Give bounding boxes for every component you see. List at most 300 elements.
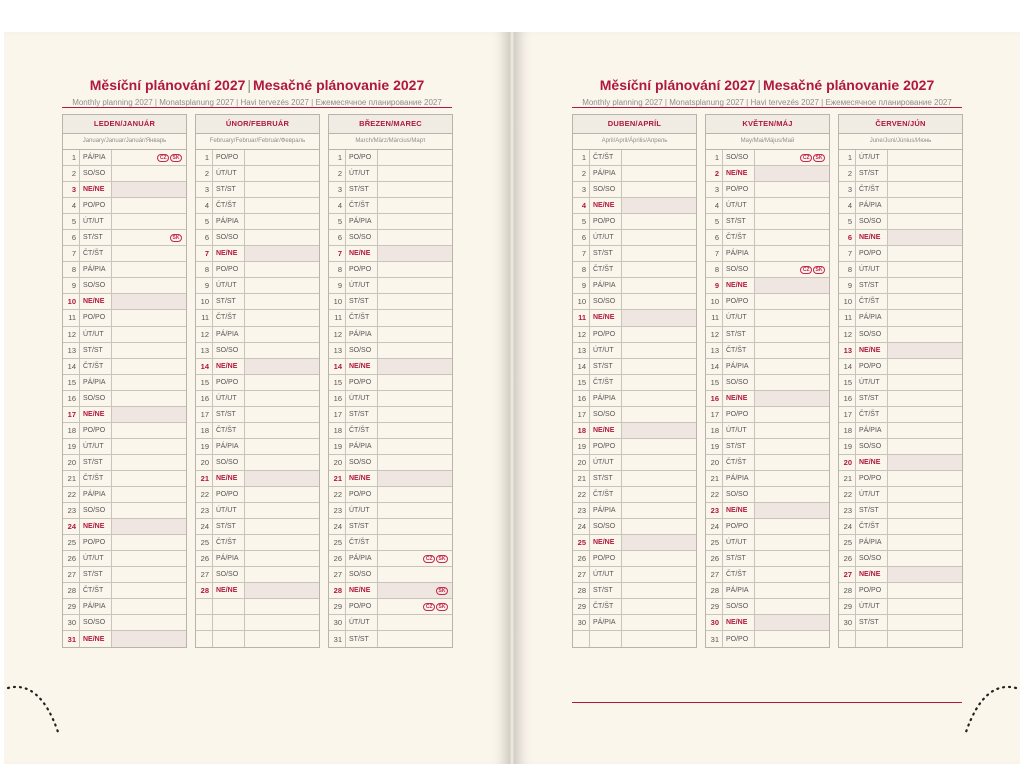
note-cell[interactable]	[377, 166, 452, 181]
note-cell[interactable]	[111, 359, 186, 374]
note-cell[interactable]	[621, 631, 696, 647]
weekday-label: ÚT/UT	[345, 166, 377, 181]
note-cell[interactable]	[377, 487, 452, 502]
note-cell[interactable]	[244, 567, 319, 582]
note-cell[interactable]	[244, 455, 319, 470]
note-cell[interactable]	[621, 262, 696, 277]
day-number: 9	[847, 281, 852, 291]
note-cell[interactable]	[621, 294, 696, 309]
note-cell[interactable]	[887, 567, 962, 582]
day-row	[573, 599, 696, 615]
note-cell[interactable]	[377, 471, 452, 486]
weekday-label	[212, 631, 244, 647]
weekday-label: ÚT/UT	[589, 567, 621, 582]
note-cell[interactable]	[754, 246, 829, 261]
note-cell[interactable]	[377, 503, 452, 518]
note-cell[interactable]	[887, 423, 962, 438]
note-cell[interactable]	[621, 455, 696, 470]
note-cell[interactable]	[111, 535, 186, 550]
weekday-label: PO/PO	[212, 487, 244, 502]
day-row	[329, 471, 452, 487]
day-row	[329, 182, 452, 198]
note-cell[interactable]	[754, 214, 829, 229]
note-cell[interactable]	[887, 327, 962, 342]
note-cell[interactable]	[244, 407, 319, 422]
note-cell[interactable]	[377, 567, 452, 582]
note-cell[interactable]	[377, 375, 452, 390]
weekday-label: ST/ST	[855, 391, 887, 406]
note-cell[interactable]	[377, 439, 452, 454]
day-number: 22	[710, 490, 719, 499]
note-cell[interactable]	[377, 455, 452, 470]
note-cell[interactable]	[377, 423, 452, 438]
note-cell[interactable]	[111, 375, 186, 390]
note-cell[interactable]	[244, 535, 319, 550]
note-cell[interactable]	[111, 503, 186, 518]
note-cell[interactable]	[377, 327, 452, 342]
note-cell[interactable]	[244, 182, 319, 197]
note-cell[interactable]	[111, 487, 186, 502]
note-cell[interactable]	[754, 343, 829, 358]
note-cell[interactable]	[111, 214, 186, 229]
note-cell[interactable]	[244, 583, 319, 598]
note-cell[interactable]	[887, 375, 962, 390]
note-cell[interactable]	[244, 599, 319, 614]
note-cell[interactable]	[754, 150, 829, 165]
note-cell[interactable]	[621, 150, 696, 165]
right-subtitle: Monthly planning 2027 | Monatsplanung 2027 | Havi tervezés 2027 | Ежемесячное планирование 2027	[582, 98, 952, 107]
day-number: 27	[67, 570, 76, 580]
note-cell[interactable]	[111, 391, 186, 406]
day-row	[573, 615, 696, 631]
note-cell[interactable]	[621, 198, 696, 213]
day-number: 2	[71, 169, 76, 179]
note-cell[interactable]	[621, 567, 696, 582]
note-cell[interactable]	[111, 278, 186, 293]
weekday-label: ST/ST	[79, 230, 111, 245]
weekday-label: ÚT/UT	[345, 391, 377, 406]
note-cell[interactable]	[754, 599, 829, 614]
day-row	[573, 487, 696, 503]
holiday-sk-icon: SK	[813, 266, 825, 274]
right-header	[572, 76, 962, 109]
weekday-label: ČT/ŠT	[855, 182, 887, 197]
note-cell[interactable]	[377, 535, 452, 550]
note-cell[interactable]	[887, 198, 962, 213]
note-cell[interactable]	[244, 519, 319, 534]
note-cell[interactable]	[111, 423, 186, 438]
weekday-label: ÚT/UT	[212, 278, 244, 293]
day-number: 3	[337, 185, 342, 195]
note-cell[interactable]	[754, 198, 829, 213]
note-cell[interactable]	[621, 246, 696, 261]
day-row	[196, 423, 319, 439]
note-cell[interactable]	[377, 278, 452, 293]
note-cell[interactable]	[887, 294, 962, 309]
day-row	[63, 487, 186, 503]
note-cell[interactable]	[621, 310, 696, 325]
month-translations: January/Januar/Január/Январь	[63, 134, 186, 150]
note-cell[interactable]	[111, 343, 186, 358]
day-row	[329, 375, 452, 391]
day-row	[573, 262, 696, 278]
note-cell[interactable]	[887, 343, 962, 358]
day-row	[573, 535, 696, 551]
note-cell[interactable]	[377, 599, 452, 614]
holiday-sk-icon: SK	[436, 555, 448, 563]
day-row	[196, 455, 319, 471]
day-number: 19	[843, 441, 852, 451]
note-cell[interactable]	[754, 519, 829, 534]
note-cell[interactable]	[377, 310, 452, 325]
note-cell[interactable]	[621, 471, 696, 486]
note-cell[interactable]	[754, 471, 829, 486]
note-cell[interactable]	[621, 503, 696, 518]
weekday-label: ST/ST	[589, 359, 621, 374]
note-cell[interactable]	[377, 198, 452, 213]
note-cell[interactable]	[111, 583, 186, 598]
note-cell[interactable]	[754, 375, 829, 390]
note-cell[interactable]	[887, 455, 962, 470]
note-cell[interactable]	[377, 150, 452, 165]
note-cell[interactable]	[887, 230, 962, 245]
note-cell[interactable]	[111, 166, 186, 181]
note-cell[interactable]	[244, 551, 319, 566]
note-cell[interactable]	[754, 310, 829, 325]
note-cell[interactable]	[244, 343, 319, 358]
right-title-cz: Měsíční plánování 2027	[599, 77, 756, 93]
note-cell[interactable]	[754, 327, 829, 342]
note-cell[interactable]	[754, 262, 829, 277]
day-number: 19	[67, 441, 76, 451]
weekday-label: PO/PO	[589, 439, 621, 454]
note-cell[interactable]	[621, 407, 696, 422]
note-cell[interactable]	[754, 455, 829, 470]
note-cell[interactable]	[377, 230, 452, 245]
note-cell[interactable]	[887, 166, 962, 181]
note-cell[interactable]	[754, 567, 829, 582]
note-cell[interactable]	[377, 262, 452, 277]
note-cell[interactable]	[887, 150, 962, 165]
note-cell[interactable]	[377, 246, 452, 261]
note-cell[interactable]	[621, 343, 696, 358]
note-cell[interactable]	[754, 182, 829, 197]
note-cell[interactable]	[887, 631, 962, 647]
day-number: 23	[843, 506, 852, 516]
day-number: 25	[710, 538, 719, 548]
weekday-label: PÁ/PIA	[345, 551, 377, 566]
day-row	[839, 407, 962, 423]
note-cell[interactable]	[887, 583, 962, 598]
note-cell[interactable]	[621, 391, 696, 406]
note-cell[interactable]	[377, 294, 452, 309]
day-number: 5	[71, 217, 76, 227]
day-number: 16	[843, 393, 852, 403]
note-cell[interactable]	[754, 166, 829, 181]
weekday-label: NE/NE	[212, 583, 244, 598]
day-number: 19	[200, 441, 209, 451]
day-row	[706, 567, 829, 583]
note-cell[interactable]	[887, 615, 962, 630]
day-number: 15	[577, 377, 586, 387]
weekday-label: SO/SO	[589, 294, 621, 309]
note-cell[interactable]	[887, 246, 962, 261]
note-cell[interactable]	[754, 551, 829, 566]
day-number: 23	[200, 506, 209, 516]
day-number: 30	[577, 618, 586, 628]
note-cell[interactable]	[621, 230, 696, 245]
note-cell[interactable]	[244, 615, 319, 630]
day-row	[63, 359, 186, 375]
note-cell[interactable]	[377, 359, 452, 374]
note-cell[interactable]	[887, 278, 962, 293]
day-number: 17	[200, 409, 209, 419]
day-row	[196, 327, 319, 343]
note-cell[interactable]	[754, 503, 829, 518]
note-cell[interactable]	[111, 150, 186, 165]
day-row	[63, 375, 186, 391]
note-cell[interactable]	[377, 615, 452, 630]
note-cell[interactable]	[887, 262, 962, 277]
day-row	[196, 246, 319, 262]
day-number: 25	[67, 538, 76, 548]
day-row	[329, 567, 452, 583]
note-cell[interactable]	[621, 583, 696, 598]
note-cell[interactable]	[244, 439, 319, 454]
note-cell[interactable]	[244, 375, 319, 390]
note-cell[interactable]	[887, 487, 962, 502]
holiday-sk-icon: SK	[813, 154, 825, 162]
note-cell[interactable]	[377, 583, 452, 598]
weekday-label: PÁ/PIA	[589, 503, 621, 518]
day-number: 21	[333, 473, 342, 483]
note-cell[interactable]	[244, 631, 319, 647]
note-cell[interactable]	[754, 615, 829, 630]
note-cell[interactable]	[887, 359, 962, 374]
weekday-label: SO/SO	[345, 455, 377, 470]
right-header-rule	[572, 107, 962, 108]
note-cell[interactable]	[754, 487, 829, 502]
day-number: 20	[843, 457, 852, 467]
note-cell[interactable]	[754, 535, 829, 550]
note-cell[interactable]	[244, 150, 319, 165]
note-cell[interactable]	[111, 198, 186, 213]
weekday-label: ČT/ŠT	[212, 198, 244, 213]
note-cell[interactable]	[244, 198, 319, 213]
note-cell[interactable]	[111, 182, 186, 197]
right-title-sk: Mesačné plánovanie 2027	[763, 77, 935, 93]
note-cell[interactable]	[887, 551, 962, 566]
note-cell[interactable]	[621, 359, 696, 374]
note-cell[interactable]	[621, 375, 696, 390]
note-cell[interactable]	[244, 310, 319, 325]
note-cell[interactable]	[754, 583, 829, 598]
note-cell[interactable]	[621, 278, 696, 293]
note-cell[interactable]	[887, 214, 962, 229]
month-name: KVĚTEN/MÁJ	[706, 115, 829, 134]
note-cell[interactable]	[111, 262, 186, 277]
day-number: 4	[337, 201, 342, 211]
day-number: 26	[710, 554, 719, 564]
weekday-label: PÁ/PIA	[345, 214, 377, 229]
weekday-label: ÚT/UT	[855, 150, 887, 165]
note-cell[interactable]	[244, 487, 319, 502]
note-cell[interactable]	[377, 343, 452, 358]
weekday-label: PO/PO	[212, 375, 244, 390]
note-cell[interactable]	[621, 487, 696, 502]
weekday-label: PO/PO	[722, 182, 754, 197]
note-cell[interactable]	[887, 407, 962, 422]
day-row	[329, 407, 452, 423]
note-cell[interactable]	[621, 214, 696, 229]
note-cell[interactable]	[244, 166, 319, 181]
day-number: 16	[710, 393, 719, 403]
day-number: 5	[337, 217, 342, 227]
note-cell[interactable]	[244, 214, 319, 229]
day-row	[63, 519, 186, 535]
note-cell[interactable]	[111, 567, 186, 582]
day-number: 25	[200, 538, 209, 548]
day-number: 8	[204, 265, 209, 275]
day-number: 24	[843, 522, 852, 532]
note-cell[interactable]	[244, 246, 319, 261]
day-row	[329, 246, 452, 262]
note-cell[interactable]	[621, 551, 696, 566]
note-cell[interactable]	[754, 294, 829, 309]
day-row	[839, 551, 962, 567]
day-number: 21	[200, 473, 209, 483]
day-number: 8	[714, 265, 719, 275]
note-cell[interactable]	[244, 327, 319, 342]
day-row	[706, 246, 829, 262]
weekday-label: ÚT/UT	[212, 503, 244, 518]
note-cell[interactable]	[754, 407, 829, 422]
note-cell[interactable]	[111, 455, 186, 470]
note-cell[interactable]	[377, 519, 452, 534]
note-cell[interactable]	[754, 391, 829, 406]
day-number: 14	[710, 361, 719, 371]
note-cell[interactable]	[111, 551, 186, 566]
weekday-label: SO/SO	[79, 166, 111, 181]
day-row	[839, 262, 962, 278]
note-cell[interactable]	[754, 278, 829, 293]
note-cell[interactable]	[887, 503, 962, 518]
note-cell[interactable]	[887, 182, 962, 197]
note-cell[interactable]	[887, 471, 962, 486]
note-cell[interactable]	[111, 294, 186, 309]
day-number: 26	[200, 554, 209, 564]
weekday-label: SO/SO	[722, 487, 754, 502]
note-cell[interactable]	[887, 599, 962, 614]
day-number: 31	[710, 634, 719, 644]
note-cell[interactable]	[111, 615, 186, 630]
day-row	[573, 551, 696, 567]
note-cell[interactable]	[754, 439, 829, 454]
note-cell[interactable]	[111, 439, 186, 454]
note-cell[interactable]	[377, 407, 452, 422]
weekday-label: NE/NE	[589, 423, 621, 438]
note-cell[interactable]	[621, 439, 696, 454]
note-cell[interactable]	[244, 262, 319, 277]
note-cell[interactable]	[244, 503, 319, 518]
weekday-label: PO/PO	[345, 375, 377, 390]
day-row	[839, 439, 962, 455]
note-cell[interactable]	[377, 631, 452, 647]
note-cell[interactable]	[887, 439, 962, 454]
day-number: 30	[843, 618, 852, 628]
note-cell[interactable]	[244, 359, 319, 374]
note-cell[interactable]	[111, 599, 186, 614]
note-cell[interactable]	[111, 407, 186, 422]
note-cell[interactable]	[244, 391, 319, 406]
note-cell[interactable]	[377, 214, 452, 229]
note-cell[interactable]	[111, 631, 186, 647]
note-cell[interactable]	[621, 423, 696, 438]
note-cell[interactable]	[621, 327, 696, 342]
note-cell[interactable]	[111, 519, 186, 534]
note-cell[interactable]	[621, 535, 696, 550]
note-cell[interactable]	[244, 423, 319, 438]
note-cell[interactable]	[754, 359, 829, 374]
note-cell[interactable]	[111, 230, 186, 245]
note-cell[interactable]	[244, 294, 319, 309]
note-cell[interactable]	[621, 599, 696, 614]
day-row	[706, 423, 829, 439]
note-cell[interactable]	[621, 519, 696, 534]
day-row	[63, 294, 186, 310]
note-cell[interactable]	[887, 535, 962, 550]
day-row	[196, 471, 319, 487]
note-cell[interactable]	[111, 246, 186, 261]
note-cell[interactable]	[754, 631, 829, 647]
note-cell[interactable]	[754, 230, 829, 245]
day-number: 18	[577, 425, 586, 435]
weekday-label: ÚT/UT	[589, 230, 621, 245]
note-cell[interactable]	[887, 310, 962, 325]
weekday-label: PÁ/PIA	[589, 166, 621, 181]
note-cell[interactable]	[377, 391, 452, 406]
note-cell[interactable]	[111, 327, 186, 342]
day-row	[573, 166, 696, 182]
day-row	[573, 343, 696, 359]
day-row	[839, 503, 962, 519]
note-cell[interactable]	[111, 471, 186, 486]
note-cell[interactable]	[887, 519, 962, 534]
weekday-label	[855, 631, 887, 647]
note-cell[interactable]	[621, 615, 696, 630]
note-cell[interactable]	[377, 551, 452, 566]
day-row	[839, 278, 962, 294]
weekday-label: NE/NE	[345, 246, 377, 261]
weekday-label: SO/SO	[212, 455, 244, 470]
note-cell[interactable]	[244, 278, 319, 293]
day-number: 18	[710, 425, 719, 435]
note-cell[interactable]	[244, 230, 319, 245]
day-row	[706, 487, 829, 503]
weekday-label: ČT/ŠT	[589, 375, 621, 390]
note-cell[interactable]	[111, 310, 186, 325]
weekday-label: PÁ/PIA	[79, 599, 111, 614]
note-cell[interactable]	[377, 182, 452, 197]
weekday-label: ÚT/UT	[345, 615, 377, 630]
day-number: 6	[714, 233, 719, 243]
note-cell[interactable]	[621, 166, 696, 181]
note-cell[interactable]	[887, 391, 962, 406]
day-number: 4	[204, 201, 209, 211]
note-cell[interactable]	[621, 182, 696, 197]
note-cell[interactable]	[754, 423, 829, 438]
note-cell[interactable]	[244, 471, 319, 486]
